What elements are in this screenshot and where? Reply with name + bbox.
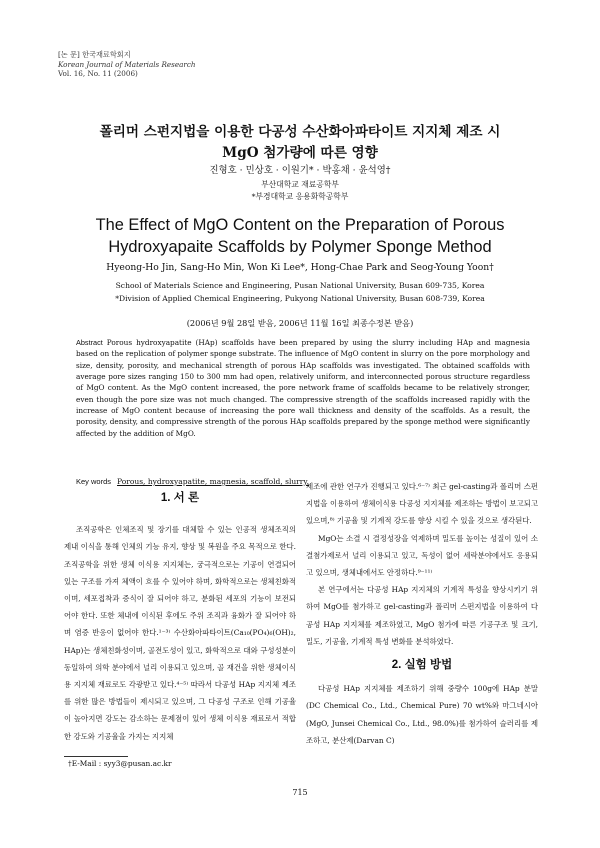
section-1-heading: 1. 서 론: [160, 492, 200, 504]
footnote-email: †E-Mail : syy3@pusan.ac.kr: [68, 759, 172, 768]
english-affiliation-1: School of Materials Science and Engineering, Pusan National University, Busan 609-735, Korea: [115, 281, 485, 290]
journal-line-1: [논 문] 한국재료학회지: [58, 50, 131, 59]
section-1-paragraph-3: 본 연구에서는 다공성 HAp 지지체의 기계적 특성을 향상시키기 위하여 MgO를 첨가하고 gel-casting과 폴리머 스펀지법을 이용하여 다공성 HAp 지지체를 제조하였고, MgO 첨가에 따른 기공구조 및 크기, 밀도, 기공율, 기계적 특성 변화를 분석하였다.: [306, 585, 538, 646]
section-2-heading: 2. 실험 방법: [391, 659, 453, 672]
section-2-paragraph-1: 다공성 HAp 지지체를 제조하기 위해 중량수 100g에 HAp 분말(DC Chemical Co., Ltd., Chemical Pure) 70 wt%와 마그네시아(MgO, Junsei Chemical Co., Ltd., 98.0%)를 첨가하여 슬러리를 제조하고, 분산제(Darvan C): [306, 684, 538, 745]
abstract-label: Abstract: [76, 338, 103, 347]
abstract: [76, 337, 530, 439]
keywords-label: Key words: [76, 477, 112, 486]
korean-title-line-1: 폴리머 스펀지법을 이용한 다공성 수산화아파타이트 지지체 제조 시: [99, 124, 501, 140]
korean-affiliations: [60, 179, 540, 203]
korean-authors: 진형호 · 민상호 · 이원기* · 박홍채 · 윤석영†: [209, 165, 391, 176]
english-title-line-2: Hydroxyapaite Scaffolds by Polymer Sponge Method: [108, 238, 492, 256]
journal-header: [58, 50, 196, 79]
journal-line-3: Vol. 16, No. 11 (2006): [58, 69, 138, 79]
section-1-paragraph-2: MgO는 소결 시 결정성장을 억제하며 밀도를 높이는 성질이 있어 소결첨가제로서 널리 이용되고 있고, 독성이 없어 세락분야에서도 응용되고 있으며, 생체내에서도 안정하다.⁹⁻¹¹⁾: [306, 533, 538, 578]
left-column: [64, 478, 296, 745]
section-1-paragraph-1-continued: 제조에 관한 연구가 진행되고 있다.⁶⁻⁷⁾ 최근 gel-casting과 폴리머 스펀지법을 이용하여 생체이식용 다공성 지지체를 제조하는 방법이 보고되고 있으며,⁸⁾ 기공율 및 기계적 강도를 향상 시킬 수 있을 것으로 생각된다.: [306, 482, 538, 526]
abstract-text: Porous hydroxyapatite (HAp) scaffolds have been prepared by using the slurry including HAp and magnesia based on the replication of polymer sponge substrate. The influence of MgO content in slurry on the pore morphology and size, density, porosity, and mechanical strength of porous HAp scaffolds was investigated. The obtained scaffolds with average pore sizes ranging 150 to 300 mm had open, relatively uniform, and interconnected porous structure regardless of MgO content. As the MgO content increased, the pore network frame of scaffolds became to be relatively stronger, even though the pore size was not much changed. The compressive strength of the scaffolds increased rapidly with the increase of MgO content because of increasing the pore wall thickness and density of the scaffolds. As a result, the porosity, density, and compressive strength of the porous HAp scaffolds prepared by the sponge method were significantly affected by the addition of MgO.: [76, 338, 530, 438]
page-number: 715: [292, 788, 308, 797]
keywords-value: Porous, hydroxyapatite, magnesia, scaffold, slurry.: [117, 477, 309, 486]
korean-title: [60, 122, 540, 164]
english-authors: Hyeong-Ho Jin, Sang-Ho Min, Won Ki Lee*, Hong-Chae Park and Seog-Young Yoon†: [106, 262, 494, 273]
english-affiliations: [40, 280, 560, 305]
journal-line-2: Korean Journal of Materials Research: [58, 59, 196, 69]
korean-affiliation-2: *부경대학교 응용화학공학부: [251, 192, 349, 201]
section-1-paragraph-1: 조직공학은 인체조직 및 장기를 대체할 수 있는 인공적 생체조직의 제내 이식을 통해 인체의 기능 유지, 향상 및 복원을 주요 목적으로 한다. 조직공학을 위한 생체 이식용 지지체는, 궁극적으로는 기공이 연결되어 있는 구조를 가져 체액이 흐를 수 있어야 하며, 화학적으로는 생체친화적이며, 세포접착과 증식이 잘 되어야 하고, 분화된 세포의 기능이 보전되어야 한다. 또한 체내에 이식된 후에도 주위 조직과 융화가 잘 되어야 하며 염증 반응이 없어야 한다.¹⁻³⁾ 수산화아파타이트(Ca₁₀(PO₄)₆(OH)₂, HAp)는 생체친화성이며, 골전도성이 있고, 화학적으로 대와 구성성분이 동일하여 의학 분야에서 널리 이용되고 있으며, 골 재건을 위한 생체이식용 지지체 재료로도 각광받고 있다.⁴⁻⁵⁾ 따라서 다공성 HAp 지지체 제조를 위한 많은 방법들이 제시되고 있으며, 그 다공성 구조로 인해 기공율이 높아지면 강도는 감소하는 문제점이 있어 생체 이식용 재료로서 적합한 강도와 기공율을 가지는 지지체: [64, 525, 296, 741]
korean-title-line-2: MgO 첨가량에 따른 영향: [222, 145, 378, 161]
received-dates: (2006년 9월 28일 받음, 2006년 11월 16일 최종수정본 받음): [186, 318, 414, 328]
english-affiliation-2: *Division of Applied Chemical Engineering, Pukyong National University, Busan 608-739, Korea: [115, 293, 485, 303]
english-title-line-1: The Effect of MgO Content on the Preparation of Porous: [95, 216, 505, 234]
korean-affiliation-1: 부산대학교 재료공학부: [261, 180, 339, 189]
footnote-divider: [64, 756, 128, 757]
right-column: [306, 478, 538, 749]
english-title: [40, 214, 560, 258]
